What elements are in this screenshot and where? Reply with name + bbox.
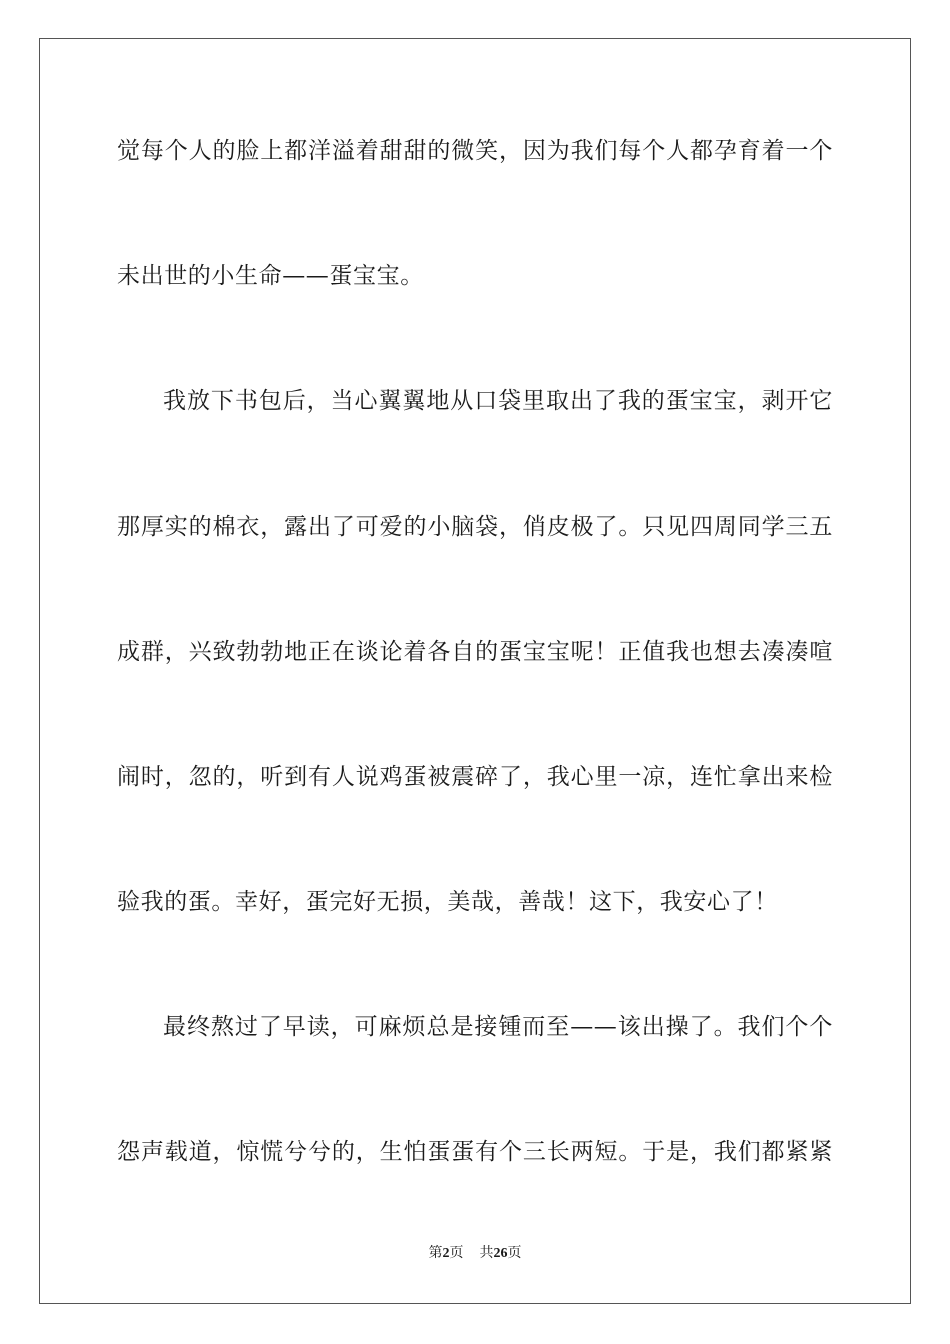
- page-number: 2: [442, 1246, 450, 1261]
- body-text-line: 验我的蛋。幸好，蛋完好无损，美哉，善哉！这下，我安心了！: [117, 889, 778, 915]
- body-text-line: 觉每个人的脸上都洋溢着甜甜的微笑，因为我们每个人都孕育着一个: [117, 138, 833, 164]
- body-text-line: 最终熬过了早读，可麻烦总是接锺而至——该出操了。我们个个: [163, 1014, 833, 1040]
- page-prefix: 第: [428, 1245, 443, 1261]
- body-text-line: 成群，兴致勃勃地正在谈论着各自的蛋宝宝呢！正值我也想去凑凑喧: [117, 639, 833, 665]
- page-footer: [0, 1243, 950, 1264]
- total-suffix: 页: [507, 1245, 522, 1261]
- page-suffix: 页: [449, 1245, 464, 1261]
- body-text-line: 怨声载道，惊慌兮兮的，生怕蛋蛋有个三长两短。于是，我们都紧紧: [117, 1139, 833, 1165]
- total-prefix: 共: [479, 1245, 494, 1261]
- body-text-line: 未出世的小生命——蛋宝宝。: [117, 263, 424, 289]
- page-border: [39, 38, 911, 1304]
- body-text-line: 那厚实的棉衣，露出了可爱的小脑袋，俏皮极了。只见四周同学三五: [117, 514, 833, 540]
- body-text-line: 闹时，忽的，听到有人说鸡蛋被震碎了，我心里一凉，连忙拿出来检: [117, 764, 833, 790]
- total-pages: 26: [493, 1246, 508, 1261]
- body-text-line: 我放下书包后，当心翼翼地从口袋里取出了我的蛋宝宝，剥开它: [163, 388, 833, 414]
